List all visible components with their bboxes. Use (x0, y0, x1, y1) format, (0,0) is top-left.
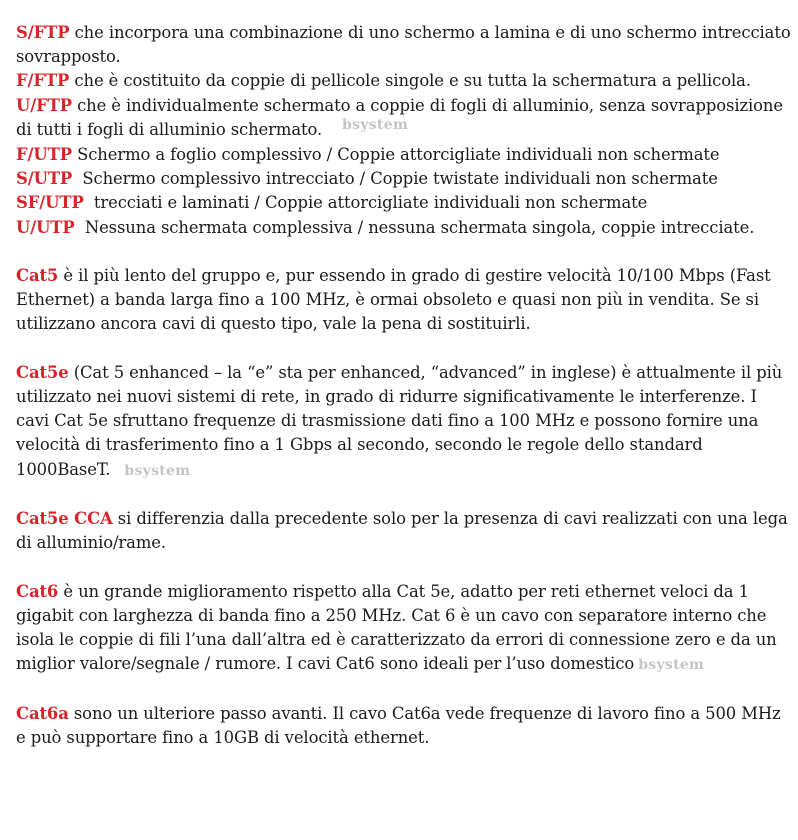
shielding-term-uftp: U/FTP (16, 95, 72, 115)
shielding-description-sutp: Schermo complessivo intrecciato / Coppie twistate individuali non schermate (72, 169, 718, 189)
shielding-description-uutp: Nessuna schermata complessiva / nessuna schermata singola, coppie intrecciate. (74, 217, 755, 237)
shielding-description-uftp: che è individualmente schermato a coppie di fogli di alluminio, senza sovrapposizione di tutti i fogli di alluminio schermato. (16, 95, 783, 139)
shielding-types-section (16, 21, 792, 240)
category-paragraph-cat6a (16, 702, 792, 750)
shielding-entry-sfutp (16, 191, 792, 215)
category-paragraph-cat5e (16, 361, 792, 483)
category-term-cat5: Cat5 (16, 266, 59, 286)
watermark-text: bsystem (342, 116, 409, 133)
category-paragraph-cat5e-cca (16, 507, 792, 555)
category-paragraph-cat6 (16, 580, 792, 678)
shielding-description-sfutp: trecciati e laminati / Coppie attorcigliate individuali non schermate (83, 193, 648, 213)
shielding-entry-uutp (16, 216, 792, 240)
shielding-description-futp: Schermo a foglio complessivo / Coppie attorcigliate individuali non schermate (71, 145, 720, 165)
category-term-cat6a: Cat6a (16, 703, 69, 723)
category-term-cat6: Cat6 (16, 581, 59, 601)
category-description-cat5e-cca: si differenzia dalla precedente solo per la presenza di cavi realizzati con una lega di alluminio/rame. (16, 509, 788, 553)
shielding-term-sfutp: SF/UTP (16, 193, 84, 213)
shielding-entry-sutp (16, 167, 792, 191)
category-description-cat6a: sono un ulteriore passo avanti. Il cavo Cat6a vede frequenze di lavoro fino a 500 MHz e può supportare fino a 10GB di velocità ethernet. (16, 703, 781, 747)
category-term-cat5e: Cat5e (16, 362, 69, 382)
watermark-text: bsystem (638, 657, 705, 674)
category-description-cat6: è un grande miglioramento rispetto alla Cat 5e, adatto per reti ethernet veloci da 1 gigabit con larghezza di banda fino a 250 MHz. Cat 6 è un cavo con separatore interno che isola le coppie di fili l’una dall’altra ed è caratterizzato da errori di connessione zero e da un miglior valore/segnale / rumore. I cavi Cat6 sono ideali per l’uso domestico (16, 581, 777, 674)
shielding-description-sftp: che incorpora una combinazione di uno schermo a lamina e di uno schermo intrecciato sovrapposto. (16, 23, 791, 67)
shielding-term-futp: F/UTP (16, 145, 72, 165)
category-term-cat5e-cca: Cat5e CCA (16, 509, 113, 529)
shielding-entry-sftp (16, 21, 792, 69)
shielding-term-fftp: F/FTP (16, 71, 70, 91)
category-paragraph-cat5 (16, 264, 792, 337)
shielding-entry-fftp (16, 69, 792, 93)
shielding-entry-futp (16, 143, 792, 167)
category-description-cat5: è il più lento del gruppo e, pur essendo in grado di gestire velocità 10/100 Mbps (Fast Ethernet) a banda larga fino a 100 MHz, è ormai obsoleto e quasi non più in vendita. Se si utilizzano ancora cavi di questo tipo, vale la pena di sostituirli. (16, 266, 771, 334)
shielding-term-uutp: U/UTP (16, 217, 75, 237)
watermark-text: bsystem (124, 462, 191, 479)
category-description-cat5e: (Cat 5 enhanced – la “e” sta per enhanced, “advanced” in inglese) è attualmente il più utilizzato nei nuovi sistemi di rete, in grado di ridurre significativamente le interferenze. I cavi Cat 5e sfruttano frequenze di trasmissione dati fino a 100 MHz e possono fornire una velocità di trasferimento fino a 1 Gbps al secondo, secondo le regole dello standard 1000BaseT. (16, 362, 783, 479)
shielding-term-sftp: S/FTP (16, 23, 70, 42)
shielding-description-fftp: che è costituito da coppie di pellicole singole e su tutta la schermatura a pellicola. (69, 71, 751, 91)
shielding-entry-uftp (16, 94, 792, 143)
shielding-term-sutp: S/UTP (16, 169, 73, 189)
document-body (16, 21, 792, 774)
